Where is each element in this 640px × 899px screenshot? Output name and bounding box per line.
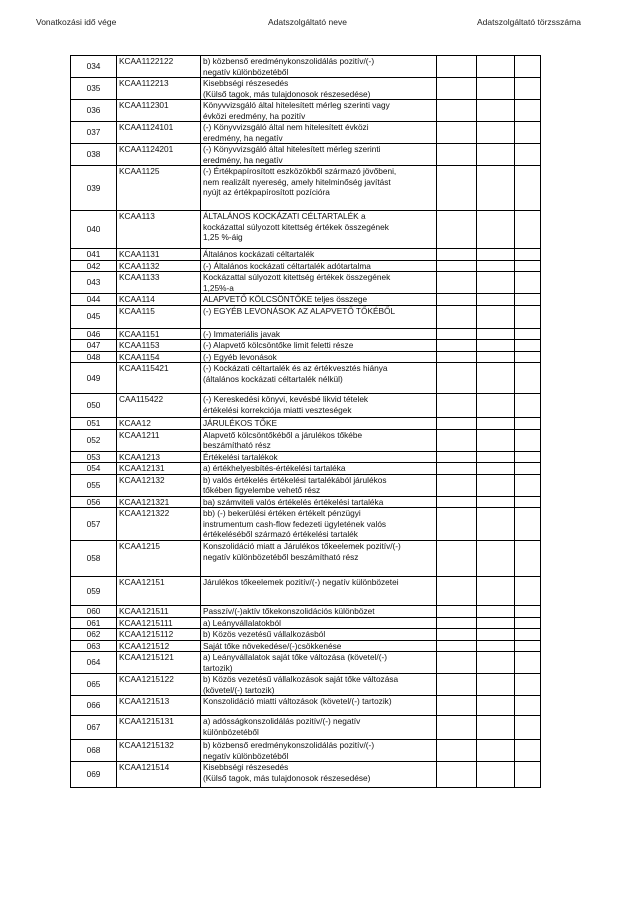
row-code: KCAA115421 xyxy=(117,363,201,394)
row-code: KCAA1133 xyxy=(117,272,201,294)
row-description: a) Leányvállalatok saját tőke változása (követel/(-) tartozik) xyxy=(201,652,437,674)
value-cell-3 xyxy=(515,340,541,352)
row-number: 056 xyxy=(71,496,117,508)
row-number: 068 xyxy=(71,740,117,762)
value-cell-1 xyxy=(437,78,477,100)
table-row xyxy=(71,762,541,788)
row-description: Saját tőke növekedése/(-)csökkenése xyxy=(201,640,437,652)
row-description: Értékelési tartalékok xyxy=(201,451,437,463)
table-row xyxy=(71,606,541,618)
row-code: KCAA121514 xyxy=(117,762,201,788)
row-description: (-) Kereskedési könyvi, kevésbé likvid tételek értékelési korrekciója miatti veszteségek xyxy=(201,394,437,418)
value-cell-2 xyxy=(477,122,515,144)
value-cell-3 xyxy=(515,166,541,211)
row-code: KCAA1131 xyxy=(117,249,201,261)
value-cell-1 xyxy=(437,260,477,272)
value-cell-3 xyxy=(515,328,541,340)
table-row xyxy=(71,429,541,451)
row-number: 064 xyxy=(71,652,117,674)
table-row xyxy=(71,577,541,606)
table-row xyxy=(71,617,541,629)
value-cell-2 xyxy=(477,328,515,340)
table-row xyxy=(71,508,541,541)
row-description: JÁRULÉKOS TŐKE xyxy=(201,418,437,430)
value-cell-2 xyxy=(477,351,515,363)
row-code: KCAA1125 xyxy=(117,166,201,211)
value-cell-1 xyxy=(437,340,477,352)
value-cell-2 xyxy=(477,716,515,740)
row-code: KCAA12151 xyxy=(117,577,201,606)
value-cell-2 xyxy=(477,541,515,577)
table-row xyxy=(71,474,541,496)
value-cell-1 xyxy=(437,541,477,577)
value-cell-3 xyxy=(515,674,541,696)
value-cell-3 xyxy=(515,496,541,508)
table-row xyxy=(71,260,541,272)
table-row xyxy=(71,640,541,652)
table-row xyxy=(71,249,541,261)
value-cell-1 xyxy=(437,305,477,328)
row-number: 051 xyxy=(71,418,117,430)
table-row xyxy=(71,394,541,418)
value-cell-1 xyxy=(437,617,477,629)
table-row xyxy=(71,463,541,475)
value-cell-1 xyxy=(437,56,477,78)
row-number: 057 xyxy=(71,508,117,541)
row-code: KCAA1124101 xyxy=(117,122,201,144)
row-description: ba) számviteli valós értékelés értékelési tartaléka xyxy=(201,496,437,508)
row-code: KCAA121511 xyxy=(117,606,201,618)
row-number: 034 xyxy=(71,56,117,78)
value-cell-1 xyxy=(437,762,477,788)
value-cell-3 xyxy=(515,474,541,496)
row-number: 048 xyxy=(71,351,117,363)
value-cell-3 xyxy=(515,463,541,475)
value-cell-1 xyxy=(437,451,477,463)
row-description: Általános kockázati céltartalék xyxy=(201,249,437,261)
value-cell-1 xyxy=(437,716,477,740)
value-cell-2 xyxy=(477,56,515,78)
row-number: 038 xyxy=(71,144,117,166)
table-row xyxy=(71,541,541,577)
value-cell-3 xyxy=(515,606,541,618)
row-description: (-) Immateriális javak xyxy=(201,328,437,340)
value-cell-3 xyxy=(515,762,541,788)
value-cell-1 xyxy=(437,122,477,144)
value-cell-1 xyxy=(437,100,477,122)
row-code: KCAA1215112 xyxy=(117,629,201,641)
value-cell-2 xyxy=(477,617,515,629)
table-row xyxy=(71,696,541,716)
row-code: KCAA1213 xyxy=(117,451,201,463)
row-description: a) értékhelyesbítés-értékelési tartaléka xyxy=(201,463,437,475)
row-code: KCAA114 xyxy=(117,294,201,306)
value-cell-2 xyxy=(477,260,515,272)
row-code: KCAA121512 xyxy=(117,640,201,652)
value-cell-3 xyxy=(515,56,541,78)
row-description: Konszolidáció miatti változások (követel/(-) tartozik) xyxy=(201,696,437,716)
value-cell-1 xyxy=(437,394,477,418)
value-cell-1 xyxy=(437,328,477,340)
value-cell-3 xyxy=(515,211,541,249)
row-number: 054 xyxy=(71,463,117,475)
value-cell-2 xyxy=(477,429,515,451)
row-number: 047 xyxy=(71,340,117,352)
row-code: KCAA112213 xyxy=(117,78,201,100)
value-cell-3 xyxy=(515,541,541,577)
value-cell-2 xyxy=(477,652,515,674)
table-row xyxy=(71,294,541,306)
value-cell-2 xyxy=(477,606,515,618)
row-code: KCAA1153 xyxy=(117,340,201,352)
row-number: 049 xyxy=(71,363,117,394)
table-row xyxy=(71,652,541,674)
value-cell-1 xyxy=(437,640,477,652)
value-cell-1 xyxy=(437,249,477,261)
row-description: b) valós értékelés értékelési tartalékából járulékos tőkében figyelembe vehető rész xyxy=(201,474,437,496)
value-cell-2 xyxy=(477,629,515,641)
row-number: 044 xyxy=(71,294,117,306)
row-code: KCAA1132 xyxy=(117,260,201,272)
row-code: KCAA12 xyxy=(117,418,201,430)
table-row xyxy=(71,78,541,100)
table-row xyxy=(71,740,541,762)
row-number: 061 xyxy=(71,617,117,629)
value-cell-2 xyxy=(477,340,515,352)
row-code: KCAA121321 xyxy=(117,496,201,508)
table-row xyxy=(71,674,541,696)
row-code: KCAA121513 xyxy=(117,696,201,716)
row-description: ALAPVETŐ KÖLCSÖNTŐKE teljes összege xyxy=(201,294,437,306)
row-number: 062 xyxy=(71,629,117,641)
row-code: KCAA113 xyxy=(117,211,201,249)
row-number: 039 xyxy=(71,166,117,211)
row-number: 046 xyxy=(71,328,117,340)
value-cell-3 xyxy=(515,508,541,541)
value-cell-3 xyxy=(515,144,541,166)
value-cell-1 xyxy=(437,629,477,641)
value-cell-3 xyxy=(515,652,541,674)
row-number: 036 xyxy=(71,100,117,122)
row-description: bb) (-) bekerülési értéken értékelt pénzügyi instrumentum cash-flow fedezeti ügyletének valós értékeléséből származó értékelési tartalék xyxy=(201,508,437,541)
row-description: Járulékos tőkeelemek pozitív/(-) negatív különbözetei xyxy=(201,577,437,606)
value-cell-2 xyxy=(477,272,515,294)
row-number: 066 xyxy=(71,696,117,716)
row-description: b) Közös vezetésű vállalkozásból xyxy=(201,629,437,641)
row-number: 041 xyxy=(71,249,117,261)
row-code: KCAA12131 xyxy=(117,463,201,475)
table-row xyxy=(71,351,541,363)
row-number: 042 xyxy=(71,260,117,272)
row-number: 043 xyxy=(71,272,117,294)
row-code: KCAA121322 xyxy=(117,508,201,541)
row-description: Konszolidáció miatt a Járulékos tőkeelemek pozitív/(-) negatív különbözetéből beszámítható rész xyxy=(201,541,437,577)
row-code: KCAA12132 xyxy=(117,474,201,496)
row-description: (-) Általános kockázati céltartalék adótartalma xyxy=(201,260,437,272)
row-number: 055 xyxy=(71,474,117,496)
value-cell-1 xyxy=(437,418,477,430)
value-cell-3 xyxy=(515,394,541,418)
value-cell-2 xyxy=(477,144,515,166)
value-cell-2 xyxy=(477,418,515,430)
value-cell-1 xyxy=(437,474,477,496)
value-cell-2 xyxy=(477,166,515,211)
value-cell-1 xyxy=(437,294,477,306)
row-description: Kockázattal súlyozott kitettség értékek összegének 1,25%-a xyxy=(201,272,437,294)
row-description: b) közbenső eredménykonszolidálás pozitív/(-) negatív különbözetéből xyxy=(201,740,437,762)
value-cell-1 xyxy=(437,363,477,394)
header-provider-id: Adatszolgáltató törzsszáma xyxy=(477,17,581,27)
value-cell-2 xyxy=(477,463,515,475)
row-description: ÁLTALÁNOS KOCKÁZATI CÉLTARTALÉK a kockázattal súlyozott kitettség értékek összegének 1,25 %-áig xyxy=(201,211,437,249)
row-number: 058 xyxy=(71,541,117,577)
value-cell-3 xyxy=(515,100,541,122)
value-cell-2 xyxy=(477,762,515,788)
row-description: (-) Alapvető kölcsöntőke limit feletti része xyxy=(201,340,437,352)
value-cell-1 xyxy=(437,577,477,606)
value-cell-3 xyxy=(515,78,541,100)
table-row xyxy=(71,496,541,508)
value-cell-1 xyxy=(437,696,477,716)
value-cell-3 xyxy=(515,418,541,430)
value-cell-1 xyxy=(437,211,477,249)
row-number: 053 xyxy=(71,451,117,463)
row-number: 045 xyxy=(71,305,117,328)
value-cell-2 xyxy=(477,474,515,496)
value-cell-1 xyxy=(437,144,477,166)
row-description: b) Közös vezetésű vállalkozások saját tőke változása (követel/(-) tartozik) xyxy=(201,674,437,696)
value-cell-3 xyxy=(515,577,541,606)
row-number: 060 xyxy=(71,606,117,618)
row-description: Kisebbségi részesedés (Külső tagok, más tulajdonosok részesedése) xyxy=(201,762,437,788)
table-row xyxy=(71,328,541,340)
value-cell-2 xyxy=(477,696,515,716)
value-cell-3 xyxy=(515,122,541,144)
value-cell-2 xyxy=(477,305,515,328)
row-code: KCAA1215132 xyxy=(117,740,201,762)
value-cell-3 xyxy=(515,429,541,451)
value-cell-2 xyxy=(477,363,515,394)
value-cell-3 xyxy=(515,629,541,641)
value-cell-3 xyxy=(515,716,541,740)
value-cell-2 xyxy=(477,508,515,541)
table-row xyxy=(71,305,541,328)
row-code: KCAA112301 xyxy=(117,100,201,122)
value-cell-3 xyxy=(515,696,541,716)
row-number: 052 xyxy=(71,429,117,451)
value-cell-1 xyxy=(437,272,477,294)
value-cell-2 xyxy=(477,78,515,100)
row-description: a) Leányvállalatokból xyxy=(201,617,437,629)
value-cell-2 xyxy=(477,640,515,652)
value-cell-2 xyxy=(477,394,515,418)
row-description: Passzív/(-)aktív tőkekonszolidációs különbözet xyxy=(201,606,437,618)
row-code: CAA115422 xyxy=(117,394,201,418)
value-cell-3 xyxy=(515,363,541,394)
row-number: 065 xyxy=(71,674,117,696)
value-cell-1 xyxy=(437,463,477,475)
row-description: Könyvvizsgáló által hitelesített mérleg szerinti vagy évközi eredmény, ha pozitív xyxy=(201,100,437,122)
data-table xyxy=(70,55,541,788)
value-cell-2 xyxy=(477,577,515,606)
header-period-end: Vonatkozási idő vége xyxy=(36,17,117,27)
value-cell-3 xyxy=(515,640,541,652)
table-row xyxy=(71,272,541,294)
value-cell-1 xyxy=(437,740,477,762)
value-cell-1 xyxy=(437,606,477,618)
row-description: Kisebbségi részesedés (Külső tagok, más tulajdonosok részesedése) xyxy=(201,78,437,100)
row-code: KCAA1215131 xyxy=(117,716,201,740)
row-number: 063 xyxy=(71,640,117,652)
value-cell-3 xyxy=(515,294,541,306)
value-cell-2 xyxy=(477,211,515,249)
row-code: KCAA1215 xyxy=(117,541,201,577)
value-cell-3 xyxy=(515,351,541,363)
table-row xyxy=(71,716,541,740)
row-description: Alapvető kölcsöntőkéből a járulékos tőkébe beszámítható rész xyxy=(201,429,437,451)
row-code: KCAA1215121 xyxy=(117,652,201,674)
row-code: KCAA1215122 xyxy=(117,674,201,696)
value-cell-1 xyxy=(437,166,477,211)
row-code: KCAA1215111 xyxy=(117,617,201,629)
row-description: (-) Könyvvizsgáló által hitelesített mérleg szerinti eredmény, ha negatív xyxy=(201,144,437,166)
row-number: 059 xyxy=(71,577,117,606)
value-cell-3 xyxy=(515,617,541,629)
value-cell-3 xyxy=(515,249,541,261)
row-code: KCAA1211 xyxy=(117,429,201,451)
row-code: KCAA1124201 xyxy=(117,144,201,166)
row-number: 037 xyxy=(71,122,117,144)
table-row xyxy=(71,363,541,394)
table-row xyxy=(71,418,541,430)
value-cell-3 xyxy=(515,740,541,762)
row-number: 040 xyxy=(71,211,117,249)
row-code: KCAA1122122 xyxy=(117,56,201,78)
value-cell-3 xyxy=(515,272,541,294)
row-number: 035 xyxy=(71,78,117,100)
row-number: 050 xyxy=(71,394,117,418)
row-number: 069 xyxy=(71,762,117,788)
value-cell-2 xyxy=(477,294,515,306)
value-cell-1 xyxy=(437,674,477,696)
value-cell-2 xyxy=(477,674,515,696)
value-cell-1 xyxy=(437,496,477,508)
table-row xyxy=(71,451,541,463)
header-provider-name: Adatszolgáltató neve xyxy=(268,17,347,27)
row-description: (-) Értékpapírosított eszközökből származó jövőbeni, nem realizált nyereség, amely hitelminőség javítást nyújt az értékpapírosított pozícióra xyxy=(201,166,437,211)
table-row xyxy=(71,211,541,249)
row-description: a) adósságkonszolidálás pozitív/(-) negatív különbözetéből xyxy=(201,716,437,740)
value-cell-3 xyxy=(515,260,541,272)
row-description: (-) EGYÉB LEVONÁSOK AZ ALAPVETŐ TŐKÉBŐL xyxy=(201,305,437,328)
table-row xyxy=(71,340,541,352)
table-row xyxy=(71,122,541,144)
value-cell-1 xyxy=(437,429,477,451)
value-cell-2 xyxy=(477,496,515,508)
row-description: b) közbenső eredménykonszolidálás pozitív/(-) negatív különbözetéből xyxy=(201,56,437,78)
value-cell-1 xyxy=(437,652,477,674)
row-code: KCAA115 xyxy=(117,305,201,328)
row-code: KCAA1154 xyxy=(117,351,201,363)
value-cell-3 xyxy=(515,305,541,328)
row-code: KCAA1151 xyxy=(117,328,201,340)
table-row xyxy=(71,56,541,78)
value-cell-2 xyxy=(477,740,515,762)
table-row xyxy=(71,629,541,641)
table-row xyxy=(71,100,541,122)
table-row xyxy=(71,166,541,211)
table-row xyxy=(71,144,541,166)
value-cell-2 xyxy=(477,249,515,261)
value-cell-2 xyxy=(477,100,515,122)
row-number: 067 xyxy=(71,716,117,740)
value-cell-3 xyxy=(515,451,541,463)
row-description: (-) Egyéb levonások xyxy=(201,351,437,363)
row-description: (-) Könyvvizsgáló által nem hitelesített évközi eredmény, ha negatív xyxy=(201,122,437,144)
row-description: (-) Kockázati céltartalék és az értékvesztés hiánya (általános kockázati céltartalék nélkül) xyxy=(201,363,437,394)
value-cell-1 xyxy=(437,351,477,363)
value-cell-2 xyxy=(477,451,515,463)
value-cell-1 xyxy=(437,508,477,541)
